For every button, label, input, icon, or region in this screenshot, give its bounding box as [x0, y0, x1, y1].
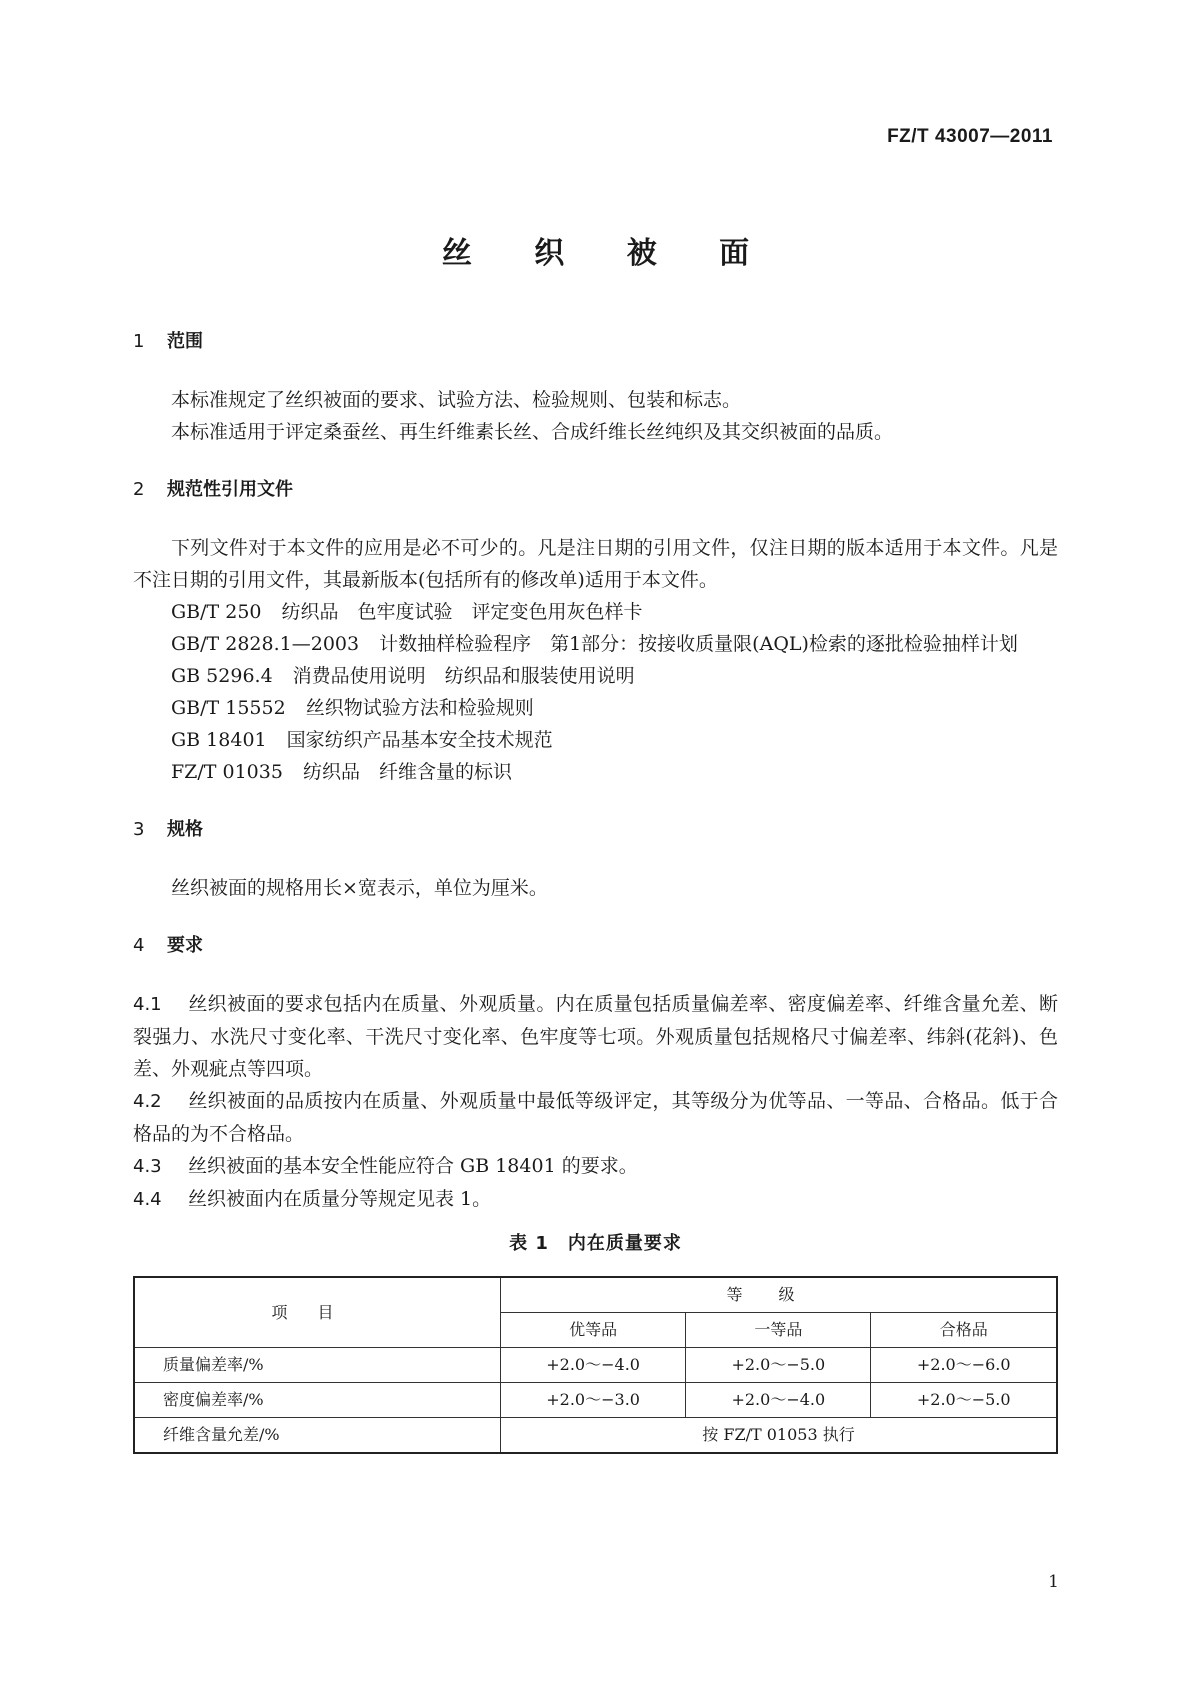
row-item: 密度偏差率/%	[134, 1383, 501, 1418]
clause-text: 丝织被面内在质量分等规定见表 1。	[188, 1188, 492, 1210]
reference-item	[133, 628, 1058, 660]
grade-header: 合格品	[871, 1313, 1057, 1348]
table-row	[134, 1383, 1057, 1418]
table-cell: +2.0～−5.0	[871, 1383, 1057, 1418]
clause-number: 4.3	[133, 1156, 162, 1177]
quality-requirements-table	[133, 1276, 1058, 1454]
section-3-heading	[133, 814, 1058, 846]
table-cell: +2.0～−6.0	[871, 1348, 1057, 1383]
paragraph: 下列文件对于本文件的应用是必不可少的。凡是注日期的引用文件，仅注日期的版本适用于本文件。凡是不注日期的引用文件，其最新版本(包括所有的修改单)适用于本文件。	[133, 537, 1058, 591]
paragraph: 丝织被面的规格用长×宽表示，单位为厘米。	[171, 877, 548, 899]
section-title: 规范性引用文件	[167, 479, 293, 500]
clause-number: 4.4	[133, 1189, 162, 1210]
reference-code: GB/T 250	[171, 601, 262, 623]
clause-number: 4.2	[133, 1091, 162, 1112]
section-title: 规格	[167, 819, 203, 840]
row-item: 质量偏差率/%	[134, 1348, 501, 1383]
reference-code: FZ/T 01035	[171, 761, 283, 783]
reference-item	[171, 692, 1058, 724]
section-title: 范围	[167, 331, 203, 352]
clause-text: 丝织被面的基本安全性能应符合 GB 18401 的要求。	[188, 1155, 638, 1177]
reference-code: GB/T 2828.1—2003	[171, 633, 360, 655]
reference-title: 丝织物试验方法和检验规则	[305, 697, 534, 719]
section-number: 4	[133, 935, 145, 956]
table-cell: 按 FZ/T 01053 执行	[501, 1418, 1058, 1454]
standard-number: FZ/T 43007—2011	[887, 126, 1053, 147]
section-1-heading	[133, 326, 1058, 358]
reference-code: GB 18401	[171, 729, 267, 751]
document-title: 丝 织 被 面	[441, 236, 776, 271]
clause-text: 丝织被面的要求包括内在质量、外观质量。内在质量包括质量偏差率、密度偏差率、纤维含量允差、断裂强力、水洗尺寸变化率、干洗尺寸变化率、色牢度等七项。外观质量包括规格尺寸偏差率、纬斜(花斜)、色差、外观疵点等四项。	[133, 993, 1058, 1080]
reference-title: 纺织品 纤维含量的标识	[302, 761, 512, 783]
table-caption: 表 1 内在质量要求	[509, 1233, 682, 1254]
clause	[133, 1085, 1058, 1150]
reference-item	[171, 724, 1058, 756]
table-row	[134, 1348, 1057, 1383]
header-grade: 等级	[501, 1277, 1058, 1313]
table-cell: +2.0～−4.0	[501, 1348, 686, 1383]
header-item: 项目	[134, 1277, 501, 1348]
table-header-row	[134, 1277, 1057, 1313]
section-4-heading	[133, 930, 1058, 962]
section-title: 要求	[167, 935, 203, 956]
page-number: 1	[1048, 1572, 1059, 1592]
paragraph: 本标准规定了丝织被面的要求、试验方法、检验规则、包装和标志。	[171, 389, 742, 411]
reference-code: GB 5296.4	[171, 665, 273, 687]
clause	[133, 1150, 1058, 1183]
table-row	[134, 1418, 1057, 1454]
clause-text: 丝织被面的品质按内在质量、外观质量中最低等级评定，其等级分为优等品、一等品、合格品。低于合格品的为不合格品。	[133, 1090, 1058, 1145]
section-number: 3	[133, 819, 145, 840]
section-2-heading	[133, 474, 1058, 506]
table-cell: +2.0～−4.0	[686, 1383, 871, 1418]
reference-title: 消费品使用说明 纺织品和服装使用说明	[292, 665, 635, 687]
reference-item	[171, 660, 1058, 692]
reference-title: 国家纺织产品基本安全技术规范	[286, 729, 553, 751]
grade-header: 优等品	[501, 1313, 686, 1348]
reference-code: GB/T 15552	[171, 697, 286, 719]
clause-number: 4.1	[133, 994, 162, 1015]
section-number: 1	[133, 331, 145, 352]
paragraph: 本标准适用于评定桑蚕丝、再生纤维素长丝、合成纤维长丝纯织及其交织被面的品质。	[171, 421, 894, 443]
reference-item	[171, 756, 1058, 788]
section-number: 2	[133, 479, 145, 500]
grade-header: 一等品	[686, 1313, 871, 1348]
document-body	[133, 326, 1058, 1454]
reference-title: 计数抽样检验程序 第1部分：按接收质量限(AQL)检索的逐批检验抽样计划	[379, 633, 1018, 655]
reference-title: 纺织品 色牢度试验 评定变色用灰色样卡	[281, 601, 643, 623]
clause	[133, 988, 1058, 1085]
reference-item	[171, 596, 1058, 628]
table-cell: +2.0～−3.0	[501, 1383, 686, 1418]
row-item: 纤维含量允差/%	[134, 1418, 501, 1454]
clause	[133, 1183, 1058, 1216]
table-cell: +2.0～−5.0	[686, 1348, 871, 1383]
